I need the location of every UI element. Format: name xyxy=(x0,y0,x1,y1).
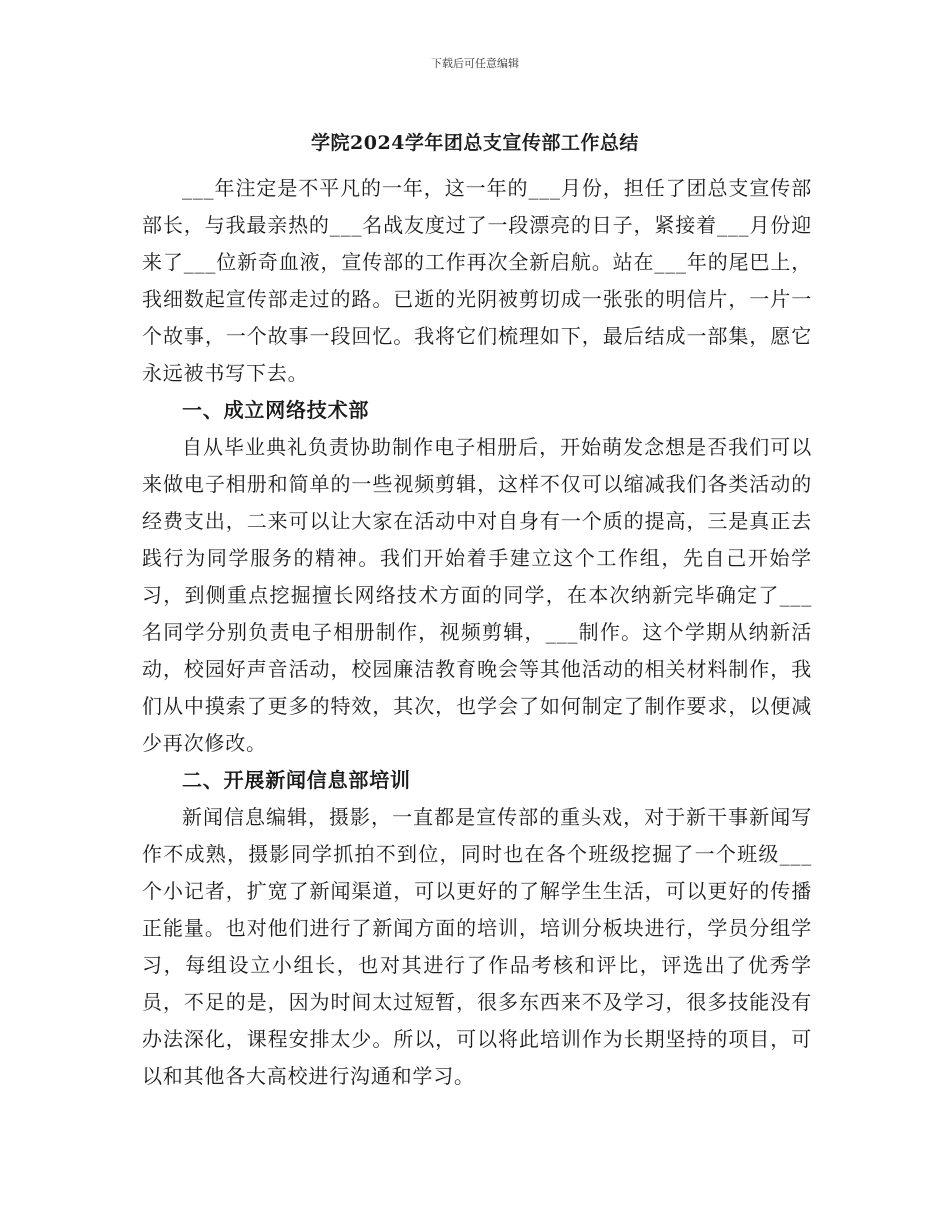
page-header-note: 下载后可任意编辑 xyxy=(431,57,519,70)
section-paragraph-news-training: 新闻信息编辑，摄影，一直都是宣传部的重头戏，对于新干事新闻写作不成熟，摄影同学抓拍不到位，同时也在各个班级挖掘了一个班级___个小记者，扩宽了新闻渠道，可以更好的了解学生生活，可以更好的传播正能量。也对他们进行了新闻方面的培训，培训分板块进行，学员分组学习，每组设立小组长，也对其进行了作品考核和评比，评选出了优秀学员，不足的是，因为时间太过短暂，很多东西来不及学习，很多技能没有办法深化，课程安排太少。所以，可以将此培训作为长期坚持的项目，可以和其他各大高校进行沟通和学习。 xyxy=(142,805,812,1088)
section-heading-news-training: 二、开展新闻信息部培训 xyxy=(182,768,411,792)
intro-paragraph: ___年注定是不平凡的一年，这一年的___月份，担任了团总支宣传部部长，与我最亲热的___名战友度过了一段漂亮的日子，紧接着___月份迎来了___位新奇血液，宣传部的工作再次全新启航。站在___年的尾巴上，我细数起宣传部走过的路。已逝的光阴被剪切成一张张的明信片，一片一个故事，一个故事一段回忆。我将它们梳理如下，最后结成一部集，愿它永远被书写下去。 xyxy=(142,176,812,385)
document-body xyxy=(142,170,812,1095)
section-heading-network-tech: 一、成立网络技术部 xyxy=(182,398,370,422)
section-paragraph-network-tech: 自从毕业典礼负责协助制作电子相册后，开始萌发念想是否我们可以来做电子相册和简单的一些视频剪辑，这样不仅可以缩减我们各类活动的经费支出，二来可以让大家在活动中对自身有一个质的提高，三是真正去践行为同学服务的精神。我们开始着手建立这个工作组，先自己开始学习，到侧重点挖掘擅长网络技术方面的同学，在本次纳新完毕确定了___名同学分别负责电子相册制作，视频剪辑，___制作。这个学期从纳新活动，校园好声音活动，校园廉洁教育晚会等其他活动的相关材料制作，我们从中摸索了更多的特效，其次，也学会了如何制定了制作要求，以便减少再次修改。 xyxy=(142,435,812,755)
document-title: 学院2024学年团总支宣传部工作总结 xyxy=(311,132,639,154)
